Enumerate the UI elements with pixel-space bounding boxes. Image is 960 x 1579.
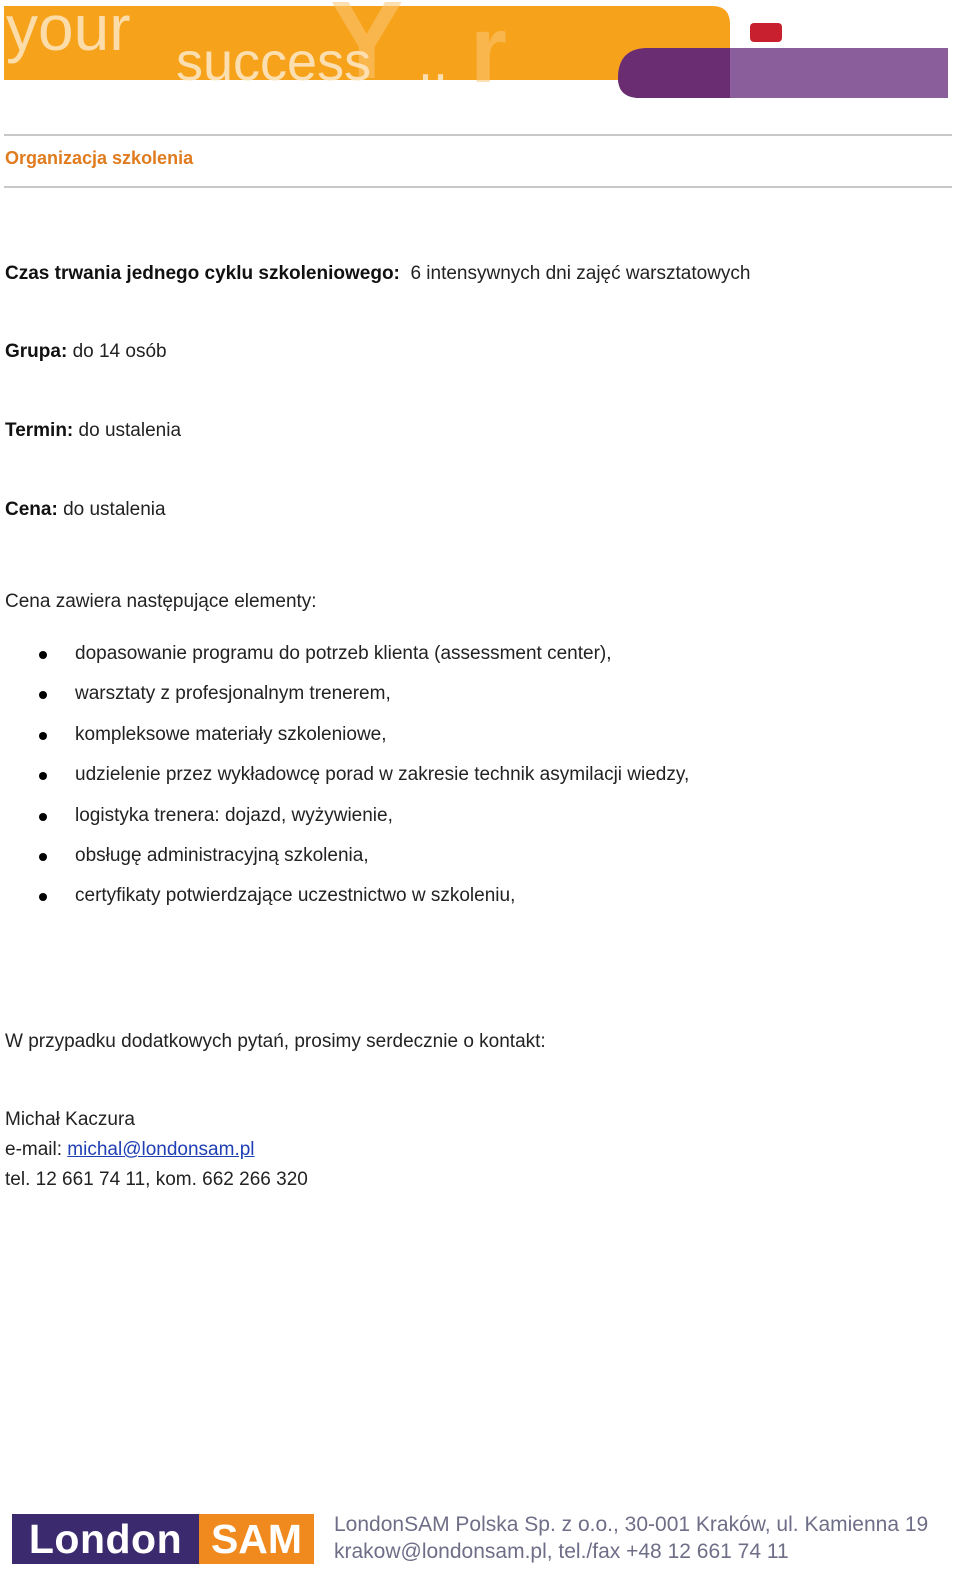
price-value: do ustalenia <box>63 499 166 520</box>
logo-sam-block: SAM <box>199 1514 314 1564</box>
list-item-text: logistyka trenera: dojazd, wyżywienie, <box>75 804 393 826</box>
term-line <box>5 419 181 443</box>
list-item <box>0 844 900 884</box>
banner-graphic <box>0 0 960 104</box>
list-item-text: obsługę administracyjną szkolenia, <box>75 844 369 866</box>
bullet-icon <box>39 651 47 659</box>
bullet-icon <box>39 893 47 901</box>
price-label: Cena: <box>5 499 58 520</box>
list-item <box>0 804 900 844</box>
bullet-icon <box>39 813 47 821</box>
term-value: do ustalenia <box>78 420 182 441</box>
banner-ghost-letter: Y <box>330 0 404 102</box>
list-item-text: warsztaty z profesjonalnym trenerem, <box>75 683 391 705</box>
list-item <box>0 723 900 763</box>
header-banner <box>0 0 960 104</box>
list-item-text: udzielenie przez wykładowcę porad w zakresie technik asymilacji wiedzy, <box>75 764 690 786</box>
list-item <box>0 884 900 924</box>
section-rule-top <box>4 134 952 136</box>
contact-phone: tel. 12 661 74 11, kom. 662 266 320 <box>5 1169 308 1190</box>
bullet-icon <box>39 772 47 780</box>
list-item-text: dopasowanie programu do potrzeb klienta (assessment center), <box>75 643 612 664</box>
banner-word-success: success <box>176 32 372 92</box>
list-item-text: kompleksowe materiały szkoleniowe, <box>75 723 387 745</box>
svg-text:r: r <box>470 0 507 103</box>
includes-intro: Cena zawiera następujące elementy: <box>5 591 317 612</box>
duration-line <box>5 262 750 286</box>
section-rule-bottom <box>4 186 952 188</box>
banner-word-your: your <box>6 0 131 64</box>
list-item <box>0 642 900 682</box>
londonsam-logo <box>12 1514 314 1564</box>
includes-list <box>0 642 900 925</box>
list-item <box>0 682 900 722</box>
footer-address: LondonSAM Polska Sp. z o.o., 30-001 Kraków, ul. Kamienna 19 <box>334 1513 929 1536</box>
list-item-text: certyfikaty potwierdzające uczestnictwo w szkoleniu, <box>75 885 516 907</box>
list-item <box>0 763 900 803</box>
footer-contact: krakow@londonsam.pl, tel./fax +48 12 661 74 11 <box>334 1540 789 1563</box>
bullet-icon <box>39 853 47 861</box>
term-label: Termin: <box>5 420 74 441</box>
svg-text:..: .. <box>418 32 449 92</box>
contact-name: Michał Kaczura <box>5 1109 135 1130</box>
group-value: do 14 osób <box>72 341 167 362</box>
email-label: e-mail: <box>5 1139 68 1160</box>
contact-email-line <box>5 1138 255 1162</box>
contact-intro: W przypadku dodatkowych pytań, prosimy serdecznie o kontakt: <box>5 1031 546 1052</box>
group-label: Grupa: <box>5 341 68 362</box>
group-line <box>5 340 167 364</box>
bullet-icon <box>39 691 47 699</box>
logo-london-block: London <box>12 1514 199 1564</box>
price-line <box>5 498 166 522</box>
section-title: Organizacja szkolenia <box>5 148 194 168</box>
bullet-icon <box>39 732 47 740</box>
email-link[interactable]: michal@londonsam.pl <box>67 1139 255 1160</box>
duration-value: 6 intensywnych dni zajęć warsztatowych <box>410 263 751 284</box>
duration-label: Czas trwania jednego cyklu szkoleniowego: <box>5 263 400 284</box>
